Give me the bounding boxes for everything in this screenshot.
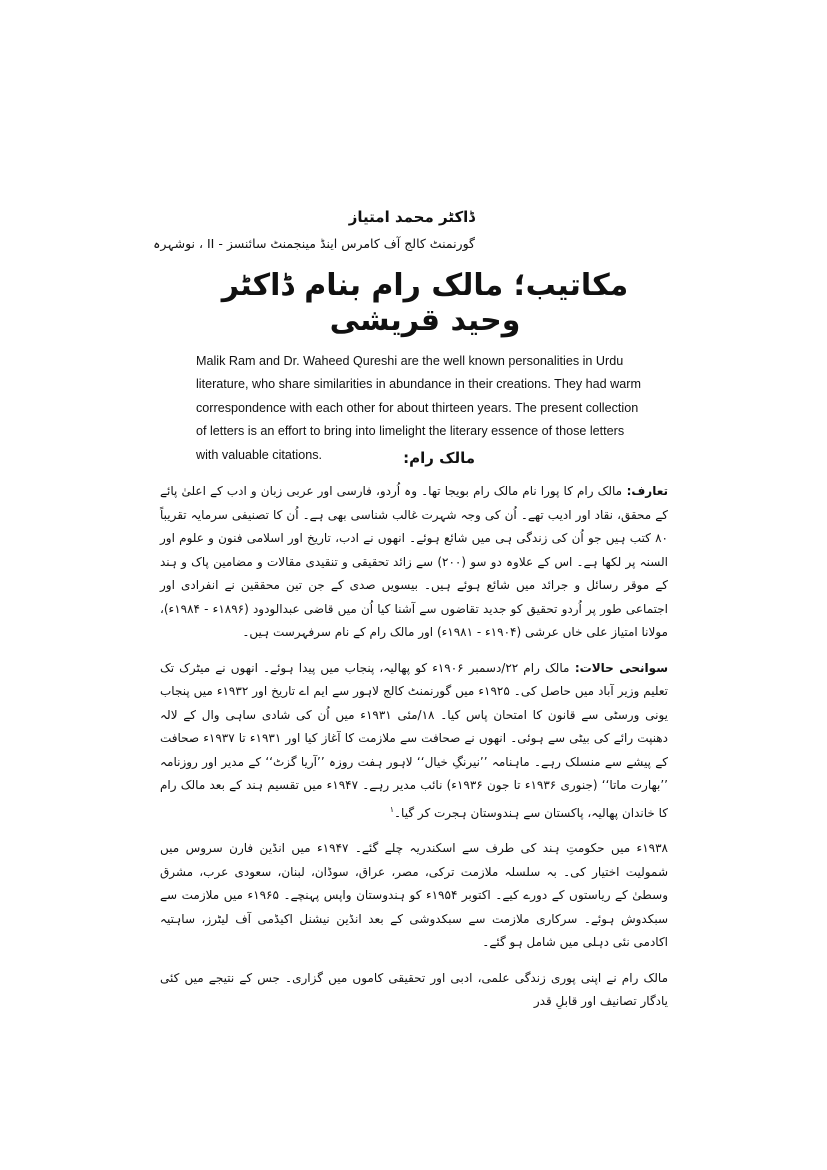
abstract-line: Malik Ram and Dr. Waheed Qureshi are the well known personalities in Urdu (196, 354, 624, 368)
author-affiliation: گورنمنٹ کالج آف کامرس اینڈ مینجمنٹ سائنسز - II ، نوشہرہ (153, 236, 475, 251)
paragraph-works (160, 967, 668, 1014)
paragraph-lead: تعارف: (622, 484, 668, 498)
abstract-line: literature, who share similarities in abundance in their creations. They had warm (196, 377, 641, 392)
paragraph-text: مالک رام کا پورا نام مالک رام بویجا تھا۔ وہ اُردو، فارسی اور عربی زبان و ادب کے اعلیٰ پائے کے محقق، نقاد اور ادیب تھے۔ اُن کی وجہ شہرت غالب شناسی بھی ہے۔ اُن کا تصنیفی سرمایہ تقریباً ۸۰ کتب ہیں جو اُن کی زندگی ہی میں شائع ہوئے۔ انھوں نے ادب، تاریخ اور اسلامی فنون و علوم اور السنہ پر لکھا ہے۔ اس کے علاوہ دو سو (۲۰۰) سے زائد تحقیقی و تنقیدی مقالات و مضامین پاک و ہند کے موقر رسائل و جرائد میں شائع ہوئے ہیں۔ بیسویں صدی کے جن تین محققین نے انفرادی اور اجتماعی طور پر اُردو تحقیق کو جدید تقاضوں سے آشنا کیا اُن میں قاضی عبدالودود (۱۸۹۶ء - ۱۹۸۴ء)، مولانا امتیاز علی خاں عرشی (۱۹۰۴ء - ۱۹۸۱ء) اور مالک رام کے نام سرفہرست ہیں۔ (160, 484, 668, 639)
author-name: ڈاکٹر محمد امتیاز (348, 208, 475, 226)
abstract-line: correspondence with each other for about thirteen years. The present collection (196, 400, 639, 415)
abstract-line: with valuable citations. (196, 447, 323, 462)
paragraph-biography (160, 657, 668, 826)
paragraph-career (160, 837, 668, 955)
section-heading: مالک رام: (403, 449, 475, 467)
article-title: مکاتیب؛ مالک رام بنام ڈاکٹر وحید قریشی (221, 268, 629, 338)
paragraph-text: مالک رام نے اپنی پوری زندگی علمی، ادبی اور تحقیقی کاموں میں گزاری۔ جس کے نتیجے میں کئی یادگار تصانیف اور قابلِ قدر (160, 970, 668, 1008)
paragraph-lead: سوانحی حالات: (569, 660, 668, 675)
abstract-line: of letters is an effort to bring into limelight the literary essence of those letters (196, 424, 625, 439)
paragraph-text: ۱۹۳۸ء میں حکومتِ ہند کی طرف سے اسکندریہ چلے گئے۔ ۱۹۴۷ء میں انڈین فارن سروس میں شمولیت اختیار کی۔ بہ سلسلہ ملازمت ترکی، مصر، عراق، سوڈان، لبنان، سعودی عرب، مشرق وسطیٰ کے ریاستوں کے دورے کیے۔ اکتوبر ۱۹۵۴ء کو ہندوستان واپس پہنچے۔ ۱۹۶۵ء میں ملازمت سے سبکدوش ہوئے۔ سرکاری ملازمت سے سبکدوشی کے بعد انڈین نیشنل اکیڈمی آف لیٹرز، ساہتیہ اکادمی نئی دہلی میں شامل ہو گئے۔ (160, 841, 668, 949)
paragraph-text: مالک رام ۲۲/دسمبر ۱۹۰۶ء کو پھالیہ، پنجاب میں پیدا ہوئے۔ انھوں نے میٹرک تک تعلیم وزیر آباد میں حاصل کی۔ ۱۹۲۵ء میں گورنمنٹ کالج لاہور سے ایم اے تاریخ اور ۱۹۳۲ء میں پنجاب یونی ورسٹی سے قانون کا امتحان پاس کیا۔ ۱۸/مئی ۱۹۳۱ء میں اُن کی شادی ساہی وال کے لالہ دھنپت رائے کی بیٹی سے ہوئی۔ انھوں نے صحافت سے ملازمت کا آغاز کیا اور ۱۹۳۱ء تا ۱۹۳۷ء صحافت کے پیشے سے منسلک رہے۔ ماہنامہ ’’نیرنگِ خیال‘‘ لاہور ہفت روزہ ’’آریا گزٹ‘‘ کے مدیر اور روزنامہ ’’بھارت ماتا‘‘ (جنوری ۱۹۳۶ء تا جون ۱۹۳۶ء) نائب مدیر رہے۔ ۱۹۴۷ء میں تقسیم ہند کے بعد مالک رام کا خاندان پھالیہ، پاکستان سے ہندوستان ہجرت کر گیا۔ (160, 660, 668, 820)
footnote-marker: ۱ (389, 804, 395, 814)
article-body (160, 480, 668, 1026)
paragraph-introduction (160, 480, 668, 645)
